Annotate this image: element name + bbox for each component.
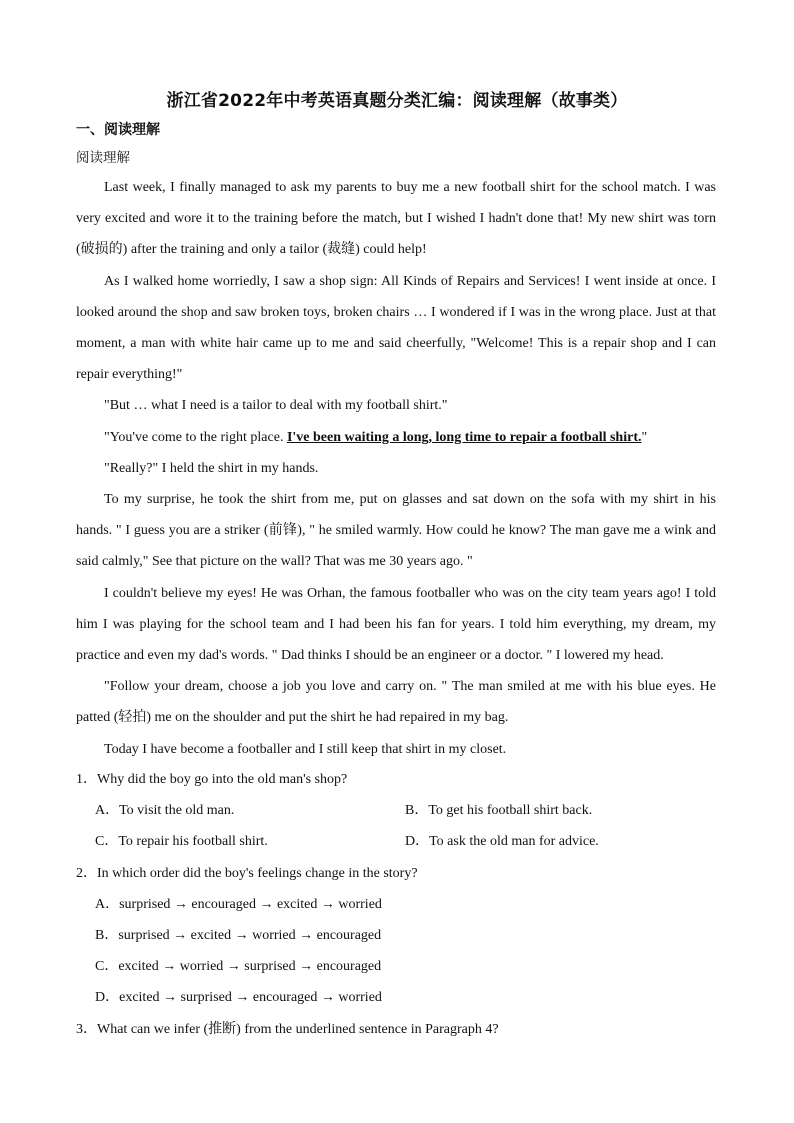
passage-paragraph-6: To my surprise, he took the shirt from me, put on glasses and sat down on the sofa with my shirt in his hands. " I guess you are a striker (前锋), " he smiled warmly. How could he know? The man gave me a wink and said calmly," See that picture on the wall? That was me 30 years ago. " — [76, 492, 716, 570]
option-c[interactable]: C．To repair his football shirt. — [95, 834, 268, 850]
option-d[interactable]: D．excited → surprised → encouraged → worried — [95, 990, 382, 1006]
option-b[interactable]: B．To get his football shirt back. — [405, 803, 593, 819]
passage-paragraph-7: I couldn't believe my eyes! He was Orhan, the famous footballer who was on the city team years ago! I told him I was playing for the school team and I had been his fan for years. I told him everything, my dream, my practice and even my dad's words. " Dad thinks I should be an engineer or a doctor. " I lowered my head. — [76, 585, 716, 664]
passage-paragraph-4 — [76, 422, 716, 453]
paragraph-4-end: " — [641, 429, 648, 445]
section-heading: 一、阅读理解 — [76, 122, 160, 138]
option-a[interactable]: A．surprised → encouraged → excited → worried — [95, 896, 382, 912]
paragraph-4-intro: "You've come to the right place. — [104, 429, 287, 445]
underlined-sentence: I've been waiting a long, long time to repair a football shirt. — [286, 429, 642, 445]
document-title: 浙江省2022年中考英语真题分类汇编：阅读理解（故事类） — [166, 91, 628, 111]
passage-paragraph-3: "But … what I need is a tailor to deal with my football shirt." — [104, 398, 448, 414]
question-stem: 2．In which order did the boy's feelings change in the story? — [76, 865, 418, 881]
passage-paragraph-9: Today I have become a footballer and I still keep that shirt in my closet. — [104, 741, 507, 757]
question-list — [76, 764, 716, 1045]
option-b[interactable]: B．surprised → excited → worried → encouraged — [95, 928, 382, 944]
question-options — [76, 889, 716, 1014]
reading-passage — [76, 172, 716, 765]
question-options — [76, 795, 716, 857]
question-stem: 3．What can we infer (推断) from the underlined sentence in Paragraph 4? — [76, 1021, 499, 1037]
question-2 — [76, 858, 716, 1014]
passage-paragraph-1: Last week, I finally managed to ask my parents to buy me a new football shirt for the school match. I was very excited and wore it to the training before the match, but I wished I hadn't done that! My new shirt was torn (破损的) after the training and only a tailor (裁缝) could help! — [76, 180, 716, 258]
passage-paragraph-8: "Follow your dream, choose a job you love and carry on. " The man smiled at me with his blue eyes. He patted (轻拍) me on the shoulder and put the shirt he had repaired in my bag. — [76, 679, 716, 726]
question-3 — [76, 1014, 716, 1045]
sub-heading: 阅读理解 — [76, 150, 130, 166]
option-c[interactable]: C．excited → worried → surprised → encouraged — [95, 959, 382, 975]
question-stem: 1．Why did the boy go into the old man's shop? — [76, 772, 348, 787]
option-a[interactable]: A．To visit the old man. — [95, 803, 235, 819]
passage-paragraph-5: "Really?" I held the shirt in my hands. — [104, 460, 319, 476]
passage-paragraph-2: As I walked home worriedly, I saw a shop sign: All Kinds of Repairs and Services! I went inside at once. I looked around the shop and saw broken toys, broken chairs … I wondered if I was in the wrong place. Just at that moment, a man with white hair came up to me and said cheerfully, "Welcome! This is a repair shop and I can repair everything!" — [76, 273, 716, 383]
option-d[interactable]: D．To ask the old man for advice. — [405, 834, 599, 850]
question-1 — [76, 764, 716, 858]
